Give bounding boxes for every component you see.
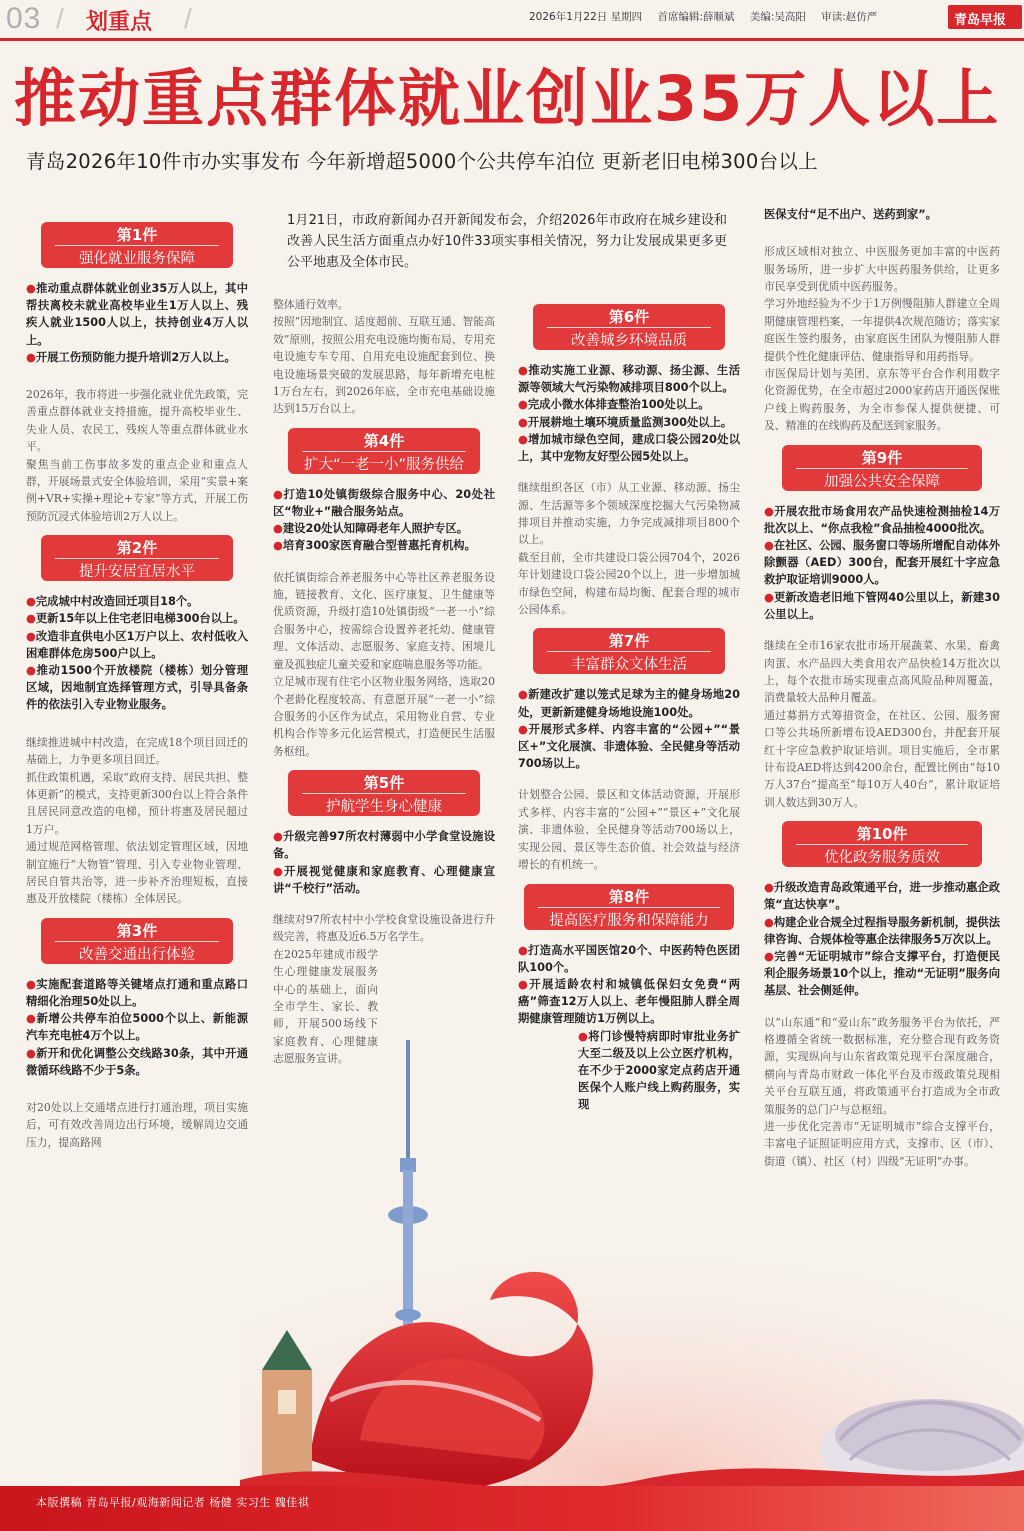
item-title: 提升安居宜居水平 bbox=[55, 558, 219, 578]
paragraph: 学习外地经验为不少于1万例慢阻肺人群建立全周期健康管理档案，一年提供4次规范随访；落实家庭医生签约服务，由家庭医生团队为慢阻肺人群提供个性化健康评估、健康指导和用药指导。 bbox=[764, 297, 1000, 363]
column-1 bbox=[26, 206, 248, 1151]
paragraph: 截至目前，全市共建设口袋公园704个，2026年计划建设口袋公园20个以上，进一步增加城市绿色空间，构建布局均衡、配套合理的城市公园体系。 bbox=[518, 550, 740, 617]
item-title: 加强公共安全保障 bbox=[796, 468, 968, 488]
item-title: 优化政务服务质效 bbox=[796, 844, 968, 864]
item-title: 扩大“一老一小”服务供给 bbox=[302, 451, 466, 471]
item-badge-10 bbox=[782, 821, 982, 867]
bullet: ●完善“无证明城市”综合支撑平台，打造便民利企服务场景10个以上，推动“无证明”服务向基层、社会侧延伸。 bbox=[764, 949, 1001, 998]
paragraph: 继续组织各区（市）从工业源、移动源、扬尘源、生活源等多个领域深度挖掘大气污染物减排项目并推动实施，力争完成减排项目800个以上。 bbox=[518, 481, 740, 547]
divider-slash: / bbox=[56, 3, 64, 34]
paragraph: 通过募捐方式筹措资金，在社区、公园、服务窗口等公共场所新增布设AED300台，并配套开展红十字应急救护取证培训。项目实施后，全市累计布设AED将达到4200余台，配置比例由“每10万人37台”提高至“每10万人40台”，累计取证培训人数达到30万人。 bbox=[764, 708, 1000, 809]
paragraph: 按照“因地制宜、适度超前、互联互通、智能高效”原则，按照公用充电设施均衡布局、专用充电设施专车专用、自用充电设施配套到位、换电设施场景突破的发展思路，每年新增充电桩1万台左右，到2026年底，全市充电基础设施达到15万台以上。 bbox=[273, 315, 495, 416]
item-number: 第5件 bbox=[363, 774, 405, 793]
section-title: 划重点 bbox=[86, 10, 153, 35]
bullet: ●开展耕地土壤环境质量监测300处以上。 bbox=[518, 415, 733, 429]
item-number: 第1件 bbox=[116, 226, 158, 244]
city-illustration bbox=[240, 1040, 1024, 1510]
paragraph: 继续对97所农村中小学校食堂设施设备进行升级完善，将惠及近6.5万名学生。 bbox=[273, 912, 495, 944]
paragraph: 继续在全市16家农批市场开展蔬菜、水果、畜禽肉蛋、水产品四大类食用农产品快检14万批次以上，每个农批市场实现重点高风险品种周覆盖，消费量较大品种月覆盖。 bbox=[764, 639, 1000, 705]
bullet: ●构建企业合规全过程指导服务新机制，提供法律咨询、合规体检等惠企法律服务5万次以上。 bbox=[764, 915, 1000, 946]
bullet: ●推动实施工业源、移动源、扬尘源、生活源等领域大气污染物减排项目800个以上。 bbox=[518, 364, 740, 395]
item-number: 第9件 bbox=[861, 448, 903, 467]
item-badge-8 bbox=[524, 884, 734, 930]
bullet: ●开展视觉健康和家庭教育、心理健康宣讲“千校行”活动。 bbox=[273, 864, 495, 895]
item-title: 护航学生身心健康 bbox=[302, 793, 466, 813]
item-number: 第10件 bbox=[856, 825, 908, 844]
page-number: 03 bbox=[6, 2, 42, 35]
bullet: ●将门诊慢特病即时审批业务扩大至二级及以上公立医疗机构，在不少于2000家定点药店开通医保个人账户线上购药服务，实现 bbox=[578, 1029, 740, 1112]
bullet: ●完成小微水体排查整治100处以上。 bbox=[518, 398, 710, 412]
paragraph: 聚焦当前工伤事故多发的重点企业和重点人群，开展场景式安全体验培训，采用“实景+案例+VR+实操+理论+专家”等方式，开展工伤预防沉浸式体验培训2万人以上。 bbox=[26, 457, 248, 523]
bullet: ●新建改扩建以笼式足球为主的健身场地20处，更新新建健身场地设施100处。 bbox=[518, 688, 740, 719]
paragraph: 整体通行效率。 bbox=[273, 298, 349, 311]
item-badge-3 bbox=[41, 918, 233, 964]
item-number: 第6件 bbox=[608, 308, 650, 326]
bullet: ●新开和优化调整公交线路30条，其中开通微循环线路不少于5条。 bbox=[26, 1046, 248, 1077]
item-badge-5 bbox=[288, 770, 480, 816]
paragraph: 以“山东通”和“爱山东”政务服务平台为依托，严格遵循全省统一数据标准，充分整合现有政务资源，实现纵向与山东省政策兑现平台深度融合，横向与青岛市财政一体化平台及市级政策兑现相关平台互联互通，将政策通平台打造成为全市政策服务的总门户与总枢纽。 bbox=[764, 1015, 1000, 1116]
bullet: ●培育300家医育融合型普惠托育机构。 bbox=[273, 539, 476, 553]
bullet: ●升级改造青岛政策通平台，进一步推动惠企政策“直达快享”。 bbox=[764, 881, 1000, 912]
item-number: 第8件 bbox=[608, 887, 650, 906]
bullet: ●开展农批市场食用农产品快速检测抽检14万批次以上、“你点我检”食品抽检4000批次。 bbox=[764, 504, 1000, 535]
art-editor: 美编:吴高阳 bbox=[749, 11, 806, 23]
bullet: ●推动重点群体就业创业35万人以上，其中帮扶离校未就业高校毕业生1万人以上、残疾人就业1500人以上，扶持创业4万人以上。 bbox=[26, 282, 248, 347]
bullet: ●打造高水平国医馆20个、中医药特色医团队100个。 bbox=[518, 943, 740, 974]
bullet: ●更新15年以上住宅老旧电梯300台以上。 bbox=[26, 612, 245, 626]
bullet: ●建设20处认知障碍老年人照护专区。 bbox=[273, 522, 469, 536]
bullet: ●更新改造老旧地下管网40公里以上，新建30公里以上。 bbox=[764, 590, 1000, 621]
column-4 bbox=[764, 206, 1000, 1170]
bullet: ●开展工伤预防能力提升培训2万人以上。 bbox=[26, 350, 236, 364]
bullet: ●开展形式多样、内容丰富的“公园+”“景区+”文化展演、非遗体验、全民健身等活动700场以上。 bbox=[518, 722, 741, 771]
paragraph: 通过规范网格管理、依法划定管理区域，因地制宜施行“大物管”管理、引入专业物业管理、居民自管共治等，进一步补齐治理短板，直接惠及开放楼院（楼栋）全体居民。 bbox=[26, 840, 248, 906]
bullet: ●增加城市绿色空间，建成口袋公园20处以上，其中宠物友好型公园5处以上。 bbox=[518, 432, 740, 464]
paragraph: 形成区域相对独立、中医服务更加丰富的中医药服务场所，进一步扩大中医药服务供给，让更多市民享受到优质中医药服务。 bbox=[764, 245, 1000, 294]
item-number: 第7件 bbox=[608, 632, 650, 651]
column-3 bbox=[518, 296, 740, 1114]
item-title: 改善交通出行体验 bbox=[55, 941, 219, 961]
paragraph: 继续推进城中村改造，在完成18个项目回迁的基础上，力争更多项目回迁。 bbox=[26, 735, 248, 767]
bullet: ●升级完善97所农村薄弱中小学食堂设施设备。 bbox=[273, 830, 495, 861]
item-badge-9 bbox=[782, 445, 982, 491]
proofreader: 审读:赵仿严 bbox=[821, 11, 878, 23]
paragraph: 抓住政策机遇，采取“政府支持、居民共担、整体更新”的模式，支持更新300台以上符合条件且居民同意改造的电梯，预计将惠及居民超过1万户。 bbox=[26, 770, 248, 836]
item-badge-7 bbox=[533, 628, 725, 674]
item-badge-4 bbox=[288, 428, 480, 474]
chief-editor: 首席编辑:薛顺斌 bbox=[657, 11, 735, 23]
paragraph: 2026年，我市将进一步强化就业优先政策，完善重点群体就业支持措施，提升高校毕业生、失业人员、农民工、残疾人等重点群体就业水平。 bbox=[26, 388, 248, 454]
subheadline: 青岛2026年10件市办实事发布 今年新增超5000个公共停车泊位 更新老旧电梯300台以上 bbox=[26, 150, 818, 173]
page-header bbox=[0, 0, 1024, 38]
paragraph: 市医保局计划与美团、京东等平台合作利用数字化资源优势，在全市超过2000家药店开通医保账户线上购药服务，为全市参保人提供便捷、可及、精准的在线购药及配送到家服务。 bbox=[764, 367, 1000, 433]
header-rule bbox=[0, 38, 1024, 41]
divider-slash: / bbox=[184, 3, 192, 34]
item-title: 改善城乡环境品质 bbox=[547, 327, 711, 347]
item-title: 丰富群众文体生活 bbox=[547, 651, 711, 671]
column-2 bbox=[273, 296, 495, 1068]
bullet: ●开展适龄农村和城镇低保妇女免费“两癌”筛查12万人以上、老年慢阻肺人群全周期健康管理随访1万例以上。 bbox=[518, 977, 741, 1026]
footer-bar bbox=[0, 1486, 1024, 1531]
headline: 推动重点群体就业创业35万人以上 bbox=[14, 62, 1001, 135]
paragraph: 在2025年建成市级学生心理健康发展服务中心的基础上，面向全市学生、家长、教师，开展500场线下家庭教育、心理健康志愿服务宣讲。 bbox=[273, 947, 378, 1066]
bullet: ●实施配套道路等关键堵点打通和重点路口精细化治理50处以上。 bbox=[26, 977, 248, 1008]
brand-logo bbox=[948, 5, 1022, 29]
item-title: 提高医疗服务和保障能力 bbox=[538, 907, 720, 927]
paragraph: 医保支付“足不出户、送药到家”。 bbox=[764, 208, 938, 221]
lead-paragraph bbox=[287, 210, 727, 273]
issue-date: 2026年1月22日 星期四 bbox=[529, 11, 643, 23]
item-number: 第4件 bbox=[363, 431, 405, 450]
brand-name: 青岛早报 bbox=[954, 13, 1007, 28]
bullet: ●改造非直供电小区1万户以上、农村低收入困难群体危房500户以上。 bbox=[26, 629, 248, 660]
item-badge-6 bbox=[533, 304, 725, 350]
paragraph: 进一步优化完善市“无证明城市”综合支撑平台，丰富电子证照证明应用方式，支撑市、区（市）、街道（镇）、社区（村）四级“无证明”办事。 bbox=[764, 1120, 1000, 1168]
paragraph: 立足城市现有住宅小区物业服务网络，选取20个老龄化程度较高、有意愿开展“一老一小”综合服务的小区作为试点，采用物业自营、专业机构合作等多元化运营模式，打造便民生活服务枢纽。 bbox=[273, 675, 495, 758]
bullet: ●在社区、公园、服务窗口等场所增配自动体外除颤器（AED）300台，配套开展红十字应急救护取证培训9000人。 bbox=[764, 539, 1000, 587]
item-badge-1 bbox=[41, 222, 233, 268]
paragraph: 计划整合公园、景区和文体活动资源，开展形式多样、内容丰富的“公园+”“景区+”文化展演、非遗体验、全民健身等活动700场以上，实现公园、景区等生态价值、社会效益与经济增长的有机统一。 bbox=[518, 788, 740, 872]
bullet: ●完成城中村改造回迁项目18个。 bbox=[26, 595, 199, 609]
paragraph: 对20处以上交通堵点进行打通治理，项目实施后，可有效改善周边出行环境，缓解周边交通压力，提高路网 bbox=[26, 1100, 248, 1149]
item-title: 强化就业服务保障 bbox=[55, 245, 219, 265]
lead-text: 1月21日，市政府新闻办召开新闻发布会，介绍2026年市政府在城乡建设和改善人民生活方面重点办好10件33项实事相关情况，努力让发展成果更多更公平地惠及全体市民。 bbox=[287, 213, 727, 270]
paragraph: 依托镇街综合养老服务中心等社区养老服务设施，链接教育、文化、医疗康复、卫生健康等优质资源，升级打造10处镇街级“一老一小”综合服务中心，按需综合设置养老托幼、健康管理、文体活动、志愿服务、家庭支持、困境儿童及孤独症儿童关爱和家庭喘息服务等功能。 bbox=[273, 570, 495, 671]
byline: 本版撰稿 青岛早报/观海新闻记者 杨健 实习生 魏佳祺 bbox=[36, 1496, 310, 1509]
item-number: 第3件 bbox=[116, 921, 158, 940]
bullet: ●新增公共停车泊位5000个以上、新能源汽车充电桩4万个以上。 bbox=[26, 1012, 248, 1043]
bullet: ●打造10处镇街级综合服务中心、20处社区“物业+”融合服务站点。 bbox=[273, 487, 496, 519]
item-badge-2 bbox=[41, 535, 233, 581]
editor-meta bbox=[529, 9, 889, 24]
bullet: ●推动1500个开放楼院（楼栋）划分管理区域，因地制宜选择管理方式，引导具备条件的依法引入专业物业服务。 bbox=[26, 664, 248, 712]
item-number: 第2件 bbox=[116, 539, 158, 558]
